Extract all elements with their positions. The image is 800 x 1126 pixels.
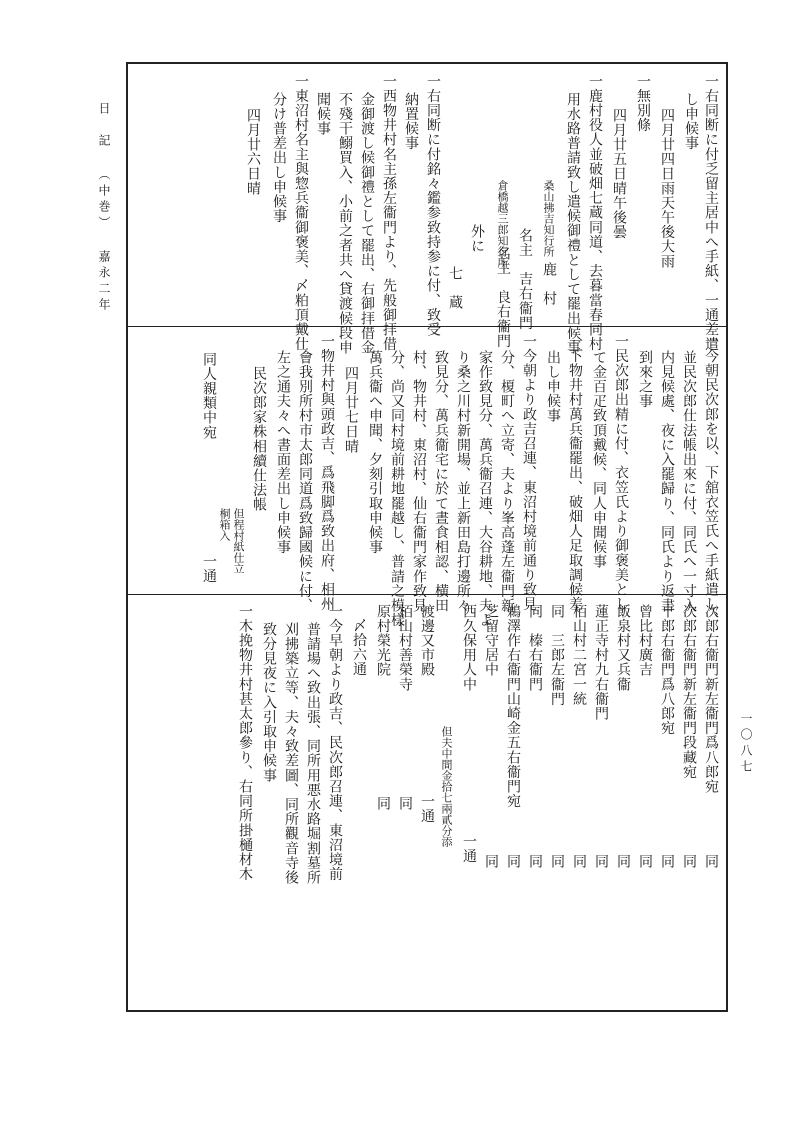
text-column: 同 bbox=[375, 796, 391, 811]
text-column: し申候事 bbox=[683, 92, 699, 151]
text-column: 一無別條 bbox=[635, 74, 651, 133]
text-column: 致見分、萬兵衞宅に於て晝食相認、横田 bbox=[433, 350, 449, 613]
text-column: 同 bbox=[549, 854, 565, 869]
text-column: 但夫中間金拾七兩貳分添 bbox=[440, 726, 453, 847]
text-column: 到來之事 bbox=[637, 350, 653, 409]
text-column: 分け普差出し申候事 bbox=[271, 92, 287, 224]
page-number: 一〇八七 bbox=[739, 712, 753, 776]
text-column: 蓮正寺村九右衞門 bbox=[593, 604, 609, 721]
text-column: 栢山村二宮一統 bbox=[571, 604, 587, 707]
text-column: 七 蔵 bbox=[447, 266, 463, 310]
text-column: 一右同断に付銘々鑑参致持参に付、致受 bbox=[425, 74, 441, 337]
text-column: 分、榎町へ立寄、夫より峯高蓬左衞門新 bbox=[499, 350, 515, 613]
text-column: 一下物井村萬兵衞罷出、破畑人足取調候差 bbox=[567, 334, 583, 612]
text-column: 次郎右衞門新左衞門段藏宛 bbox=[681, 604, 697, 780]
text-column: 不殘干鰯買入、小前之者共へ貸渡候段申 bbox=[337, 92, 353, 355]
text-column: 同 bbox=[681, 854, 697, 869]
text-column: 致分見夜に入引取申候事 bbox=[261, 622, 277, 783]
text-column: 四月廿六日晴 bbox=[245, 108, 261, 196]
text-column: 一民次郎出精に付、衣笠氏より御褒美とし bbox=[613, 334, 629, 612]
text-column: 一今早朝より政吉、民次郎召連、東沼境前 bbox=[327, 604, 343, 882]
text-column: 曾比村廣吉 bbox=[637, 604, 653, 677]
text-column: 一西物井村名主孫左衞門より、先般御拝借 bbox=[381, 74, 397, 352]
text-column: 左之通夫々へ書面差出し申候事 bbox=[275, 350, 291, 555]
text-column: 同 bbox=[505, 854, 521, 869]
text-column: 一今朝民次郎を以、下舘衣笠氏へ手紙遣し、 bbox=[703, 334, 719, 626]
text-column: 内見候處、夜に入罷歸り、同氏より返書 bbox=[659, 350, 675, 613]
text-column: 同 bbox=[615, 854, 631, 869]
text-column: 一通 bbox=[201, 554, 217, 584]
text-column: り桑之川村新開場、並上新田島打邊所々 bbox=[455, 350, 471, 613]
text-column: 同 bbox=[483, 854, 499, 869]
text-column: 村、物井村、東沼村、仙右衞門家作致見 bbox=[411, 350, 427, 613]
text-column: 民次郎家株相續仕法帳 bbox=[251, 366, 267, 512]
text-column: 同人親類中宛 bbox=[201, 352, 217, 440]
text-column: 同 bbox=[397, 796, 413, 811]
text-column: 飯泉村又兵衞 bbox=[615, 604, 631, 692]
text-column: 渡邊又市殿 bbox=[419, 604, 435, 677]
text-column: 鹿 村 bbox=[541, 262, 557, 306]
text-column: 同 bbox=[703, 854, 719, 869]
text-column: 一物井村與頭政吉、爲飛脚爲致出府、相州 bbox=[319, 334, 335, 612]
text-column: 一通 bbox=[461, 834, 477, 864]
text-column: 一今朝より政吉召連、東沼村境前通り致見 bbox=[521, 334, 537, 612]
text-column: 普請場へ致出張、同所用悪水路堀割墓所 bbox=[305, 622, 321, 885]
running-title: 日 記 （中巻） 嘉永二年 bbox=[97, 102, 111, 314]
text-column: 同 bbox=[593, 854, 609, 869]
text-column: 四月廿七日晴 bbox=[343, 366, 359, 454]
text-column: 十郎右衞門爲八郎宛 bbox=[659, 604, 675, 736]
text-column: 一鹿村役人並破畑七蔵同道、去暮當春同村 bbox=[587, 74, 603, 352]
text-column: 四月廿四日雨天午後大雨 bbox=[659, 108, 675, 269]
text-column: 會我別所村市太郎同道爲致歸國候に付、 bbox=[297, 350, 313, 613]
text-column: 家作致見分、萬兵衞召連、大谷耕地、夫よ bbox=[477, 350, 493, 628]
text-column: 萬兵衞へ申聞、夕刻引取申候事 bbox=[367, 350, 383, 555]
text-column: 〆拾六通 bbox=[351, 618, 367, 677]
text-column: 一東沼村名主與惣兵衞御褒美、〆粕頂戴仕 bbox=[293, 74, 309, 352]
text-column: 同 bbox=[527, 854, 543, 869]
text-column: 刈拂築立等、夫々致差圖、同所觀音寺後 bbox=[283, 622, 299, 885]
text-column: 倉橋越三郎知行所 bbox=[496, 180, 509, 268]
text-column: 西久保用人中 bbox=[461, 604, 477, 692]
text-column: 用水路普請致し遣候御禮として罷出候事 bbox=[565, 92, 581, 355]
text-column: 同 榛右衞門 bbox=[527, 604, 543, 692]
text-column: 納置候事 bbox=[403, 92, 419, 151]
text-column: 同 bbox=[571, 854, 587, 869]
text-column: 一木挽物井村甚太郎參り、右同所掛樋材木 bbox=[237, 604, 253, 882]
text-column: 但程村紙仕立 bbox=[232, 508, 245, 574]
text-column: 名主 吉右衞門 bbox=[517, 228, 533, 331]
text-column: 一通 bbox=[419, 794, 435, 824]
text-column: 栢山村善榮寺 bbox=[397, 604, 413, 692]
text-column: 四月廿五日晴午後曇 bbox=[611, 108, 627, 240]
text-column: 原村榮光院 bbox=[375, 604, 391, 677]
text-column: 芝留守居中 bbox=[483, 604, 499, 677]
text-column: 桑山拂吉知行所 bbox=[542, 180, 555, 257]
text-column: 同 bbox=[637, 854, 653, 869]
text-column: 名主 良右衞門 bbox=[495, 246, 511, 349]
text-column: 外に bbox=[469, 224, 485, 254]
text-column: 同 三郎左衞門 bbox=[549, 604, 565, 707]
text-column: て金百疋致頂戴候、同人申聞候事 bbox=[591, 350, 607, 569]
text-column: 同 bbox=[659, 854, 675, 869]
text-column: 桐箱入 bbox=[218, 508, 231, 541]
text-column: 分、尚又同村境前耕地罷越し、普請之模樣 bbox=[389, 350, 405, 628]
text-column: 出し申候事 bbox=[545, 350, 561, 423]
text-column: 聞候事 bbox=[315, 92, 331, 136]
text-column: 次郎右衞門新左衞門爲八郎宛 bbox=[703, 604, 719, 794]
text-column: 一右同断に付乏留主居中へ手紙、一通差遣 bbox=[703, 74, 719, 352]
text-column: 金御渡し候御禮として罷出、右御拝借金 bbox=[359, 92, 375, 355]
text-column: 鵜澤作右衞門山崎金五右衞門宛 bbox=[505, 604, 521, 809]
text-column: 並民次郎仕法帳出來に付、同氏へ一寸入 bbox=[681, 350, 697, 613]
